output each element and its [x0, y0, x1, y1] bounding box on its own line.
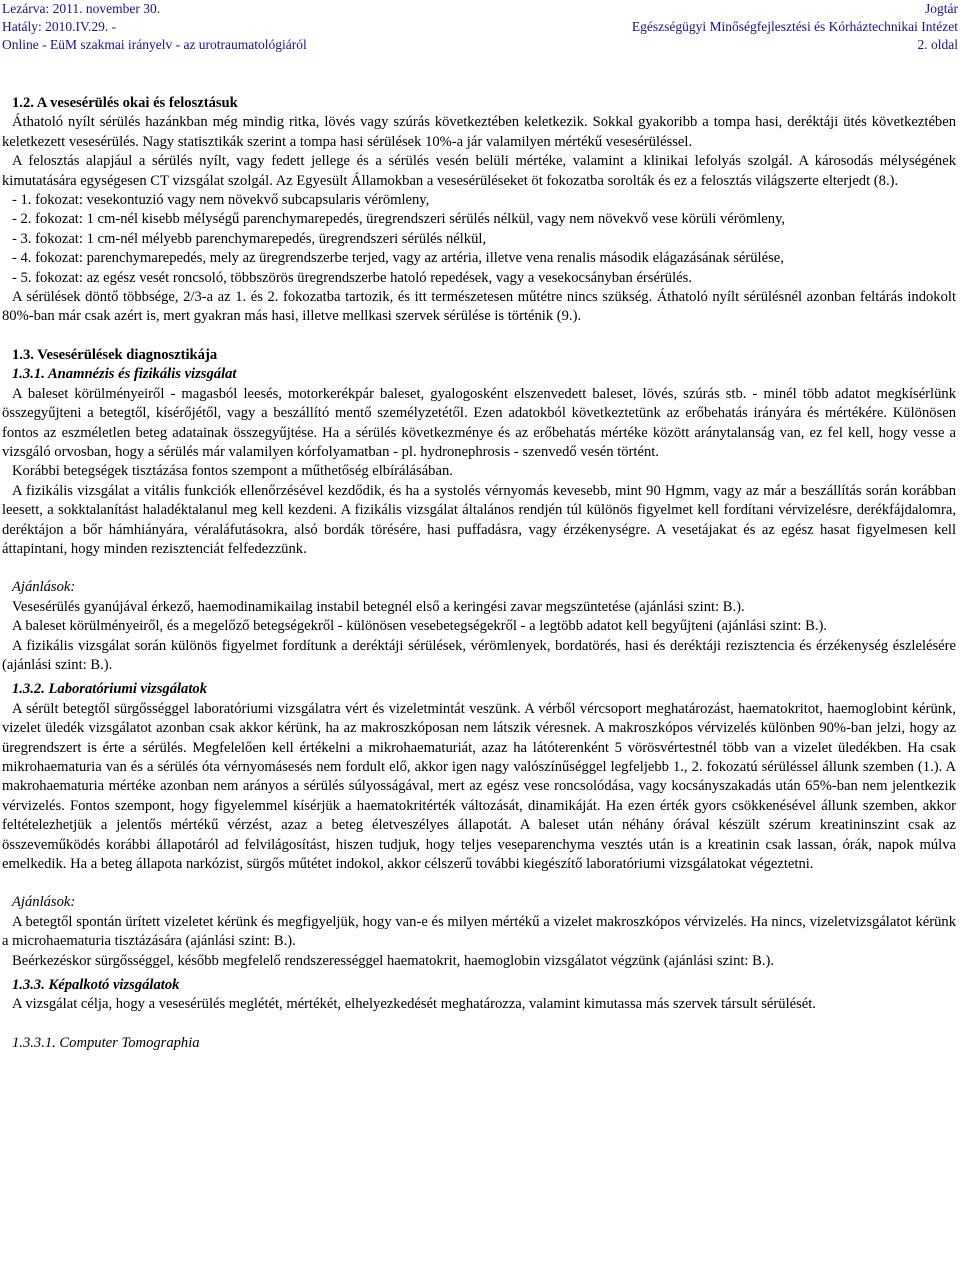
spacer	[2, 1015, 956, 1034]
spacer	[2, 327, 956, 346]
recommendation: Vesesérülés gyanújával érkező, haemodinamikailag instabil betegnél első a keringési zavar megszüntetése (ajánlási szint: B.).	[12, 598, 745, 615]
recommendation: A fizikális vizsgálat során különös figyelmet fordítunk a deréktáji sérülések, vérömlenyek, bordatörés, hasi és deréktáji rezisztencia és érzékenység észlelésére (ajánlási szint: B.).	[2, 637, 956, 673]
subsection-title-1-3-1: 1.3.1. Anamnézis és fizikális vizsgálat	[12, 366, 237, 383]
list-item: - 3. fokozat: 1 cm-nél mélyebb parenchymarepedés, üregrendszeri sérülés nélkül,	[12, 230, 487, 247]
paragraph: Korábbi betegségek tisztázása fontos szempont a műthetőség elbírálásában.	[12, 463, 453, 480]
header-page-number: 2. oldal	[917, 37, 958, 52]
header-closed-date: Lezárva: 2011. november 30.	[2, 1, 161, 16]
recommendation: Beérkezéskor sürgősséggel, később megfelelő rendszerességgel haematokrit, haemoglobin vizsgálatot végzünk (ajánlási szint: B.).	[12, 952, 775, 969]
page-header	[0, 0, 960, 56]
list-item: - 2. fokozat: 1 cm-nél kisebb mélységű parenchymarepedés, üregrendszeri sérülés nélkül, vagy nem növekvő vese körüli vérömleny,	[12, 211, 786, 228]
paragraph: A sérülések döntő többsége, 2/3-a az 1. és 2. fokozatba tartozik, és itt természetesen műtétre nincs szükség. Áthatoló nyílt sérülésnél azonban feltárás indokolt 80%-ban már csak azért is, mert gyakran más hasi, illetve mellkasi szervek sérülése is történik (9.).	[2, 289, 956, 325]
paragraph: A sérült betegtől sürgősséggel laboratóriumi vizsgálatra vért és vizeletmintát veszünk. A vérből vércsoport meghatározást, haematokritot, haemoglobint kérünk, vizelet üledék vizsgálatot azonban csak akkor kérünk, ha az makroszkóposan nem látszik véresnek. A makroszkópos vérvizelés különben 90%-ban jelzi, hogy az üregrendszert is érte a sérülés. Megfelelően kell értékelni a mikrohaematuriát, azaz ha látóterenként 5 vörösvértestnél több van a vizelet üledékben. Ha csak mikrohaematuria van és a sérülés óta vérnyomásesés nem fordult elő, akkor igen nagy valószínűséggel legfeljebb 1., 2. fokozatú sérüléssel állunk szemben (1.). A makrohaematuria mértéke azonban nem arányos a sérülés súlyosságával, mert az egész vese roncsolódása, vagy kocsányszakadás után 65%-ban nem jelentkezik vérvizelés. Fontos szempont, hogy figyelemmel kísérjük a haematokritérték változását, dinamikáját. Ha ezen érték gyors csökkenésével állunk szemben, akkor feltételezhetjük a jelentős mértékű vérzést, azaz a beteg életveszélyes állapotát. A baleset után néhány órával készült szérum kreatininszint csak az összeveműködés korábbi állapotáról ad felvilágosítást, hiszen tudjuk, hogy teljes veseparenchyma vesztés után is a kreatinin csak lassan, órák, napok múlva emelkedik. Ha a beteg állapota narkózist, sürgős műtétet indokol, akkor célszerű további kiegészítő laboratóriumi vizsgálatokat végeztetni.	[2, 700, 956, 873]
spacer	[2, 874, 956, 893]
recommendations-label: Ajánlások:	[12, 579, 76, 596]
header-doc-title: Online - EüM szakmai irányelv - az urotraumatológiáról	[2, 37, 307, 52]
header-source: Jogtár	[925, 1, 958, 16]
paragraph: A felosztás alapjául a sérülés nyílt, vagy fedett jellege és a sérülés vesén belüli mértéke, valamint a klinikai lefolyás szolgál. A károsodás mélységének kimutatására egységesen CT vizsgálat szolgál. Az Egyesült Államokban a vesesérüléseket öt fokozatba sorolták és ez a felosztás világszerte elterjedt (8.).	[2, 153, 956, 189]
subsection-title-1-3-3: 1.3.3. Képalkotó vizsgálatok	[12, 977, 180, 994]
paragraph: A baleset körülményeiről - magasból leesés, motorkerékpár baleset, gyalogosként elszenvedett baleset, lövés, szúrás stb. - minél több adatot megkísérlünk összegyűjteni a betegtől, kísérőjétől, vagy a beszállító mentő személyzetétől. Ezen adatokból következtetünk az erőbehatás irányára és mértékére. Különösen fontos az eszméletlen beteg adatainak összegyűjtése. Ha a sérülés következménye és az erőbehatás mértéke között aránytalanság van, ez fel kell, hogy vesse a vizsgáló orvosban, hogy a sérülés már valamilyen kórfolyamatban - pl. hydronephrosis - szenvedő vesén történt.	[2, 385, 956, 460]
header-institute: Egészségügyi Minőségfejlesztési és Kórháztechnikai Intézet	[631, 19, 958, 34]
header-validity: Hatály: 2010.IV.29. -	[2, 19, 117, 34]
recommendation: A betegtől spontán ürített vizeletet kérünk és megfigyeljük, hogy van-e és milyen mértékű a vizelet makroszkópos vérvizelés. Ha nincs, vizeletvizsgálatot kérünk a microhaematuria tisztázására (ajánlási szint: B.).	[2, 913, 956, 950]
paragraph: A fizikális vizsgálat a vitális funkciók ellenőrzésével kezdődik, és ha a systolés vérnyomás kevesebb, mint 90 Hgmm, vagy az már a beszállítás során korábban leesett, a sokktalanítást haladéktalanul meg kell kezdeni. A fizikális vizsgálat általános rendjén túl különös figyelmet kell fordítani vérvizelésre, derékfájdalomra, deréktájon a bőr hámhiányára, véraláfutásokra, alsó bordák törésére, hasi puffadásra, vagy érzékenységre. A vesetájakat és az egész hasat figyelmesen kell áttapintani, hogy minden rezisztenciát felfedezzünk.	[2, 482, 956, 557]
list-item: - 1. fokozat: vesekontuzió vagy nem növekvő subcapsularis vérömleny,	[12, 192, 430, 209]
subsection-title-1-3-2: 1.3.2. Laboratóriumi vizsgálatok	[12, 681, 208, 698]
list-item: - 4. fokozat: parenchymarepedés, mely az üregrendszerbe terjed, vagy az artéria, illetve vena renalis második elágazásának sérülése,	[12, 250, 784, 267]
grade-list	[2, 191, 956, 288]
header-right	[632, 0, 958, 54]
paragraph: A vizsgálat célja, hogy a vesesérülés meglétét, mértékét, elhelyezkedését meghatározza, valamint kimutassa más szervek társult sérülését.	[12, 996, 816, 1013]
list-item: - 5. fokozat: az egész vesét roncsoló, többszörös üregrendszerbe hatoló repedések, vagy a vesekocsányban érsérülés.	[12, 269, 692, 286]
paragraph: Áthatoló nyílt sérülés hazánkban még mindig ritka, lövés vagy szúrás következtében keletkezik. Sokkal gyakoribb a tompa hasi, deréktáji ütés következtében keletkezett vesesérülés. Nagy statisztikák szerint a tompa hasi sérülések 10%-a jár valamilyen mértékű vesesérüléssel.	[2, 114, 956, 150]
spacer	[2, 559, 956, 578]
section-title-1-3: 1.3. Vesesérülések diagnosztikája	[12, 346, 218, 363]
section-title-1-2: 1.2. A vesesérülés okai és felosztásuk	[12, 95, 238, 111]
header-left	[2, 0, 307, 54]
recommendations-label: Ajánlások:	[12, 894, 76, 911]
document-body	[2, 94, 956, 1053]
subsection-title-1-3-3-1: 1.3.3.1. Computer Tomographia	[12, 1034, 200, 1051]
recommendation: A baleset körülményeiről, és a megelőző betegségekről - különösen vesebetegségekről - a legtöbb adatot kell begyűjteni (ajánlási szint: B.).	[12, 618, 827, 635]
